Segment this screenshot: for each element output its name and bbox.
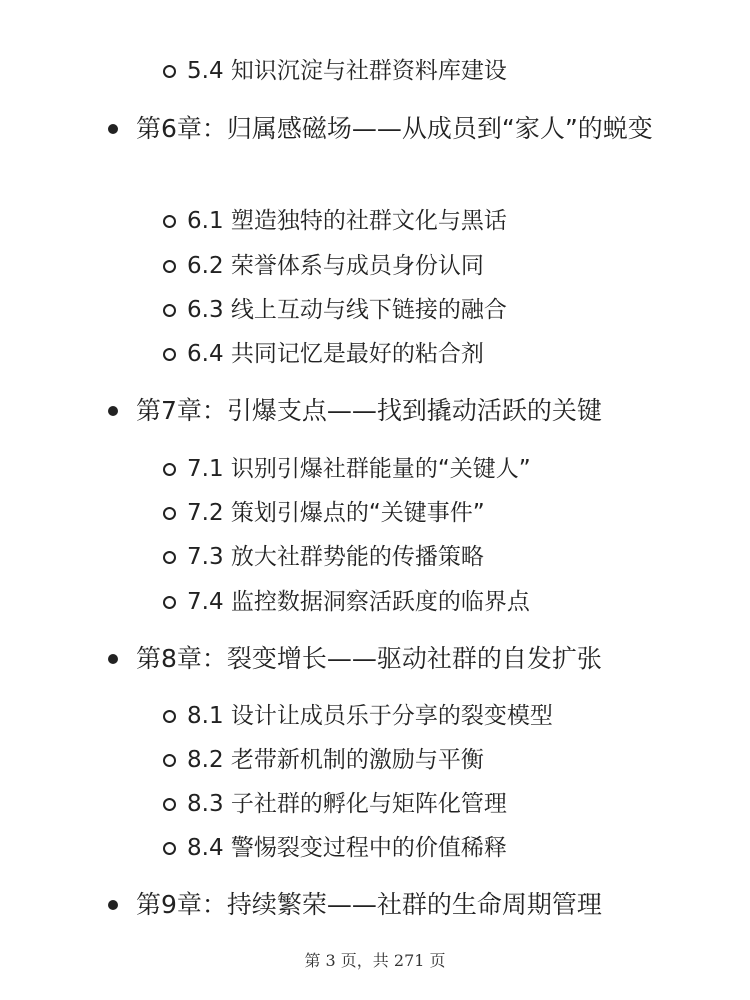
page-number-footer: 第 3 页，共 271 页 xyxy=(304,951,446,970)
filled-bullet-icon xyxy=(108,654,118,664)
hollow-bullet-icon xyxy=(163,65,176,78)
hollow-bullet-icon xyxy=(163,348,176,361)
toc-section-8-4 xyxy=(163,831,703,865)
toc-section-label: 6.1 塑造独特的社群文化与黑话 xyxy=(187,208,507,234)
toc-section-7-2 xyxy=(163,496,703,530)
toc-section-label: 6.4 共同记忆是最好的粘合剂 xyxy=(187,341,484,367)
toc-section-label: 7.3 放大社群势能的传播策略 xyxy=(187,544,484,570)
hollow-bullet-icon xyxy=(163,215,176,228)
toc-section-8-3 xyxy=(163,787,703,821)
toc-section-6-1 xyxy=(163,204,703,238)
hollow-bullet-icon xyxy=(163,842,176,855)
toc-section-8-1 xyxy=(163,699,703,733)
toc-section-7-3 xyxy=(163,540,703,574)
toc-section-label: 8.2 老带新机制的激励与平衡 xyxy=(187,747,484,773)
toc-section-6-2 xyxy=(163,249,703,283)
filled-bullet-icon xyxy=(108,406,118,416)
toc-chapter-label: 第7章：引爆支点——找到撬动活跃的关键 xyxy=(136,396,602,425)
hollow-bullet-icon xyxy=(163,551,176,564)
filled-bullet-icon xyxy=(108,124,118,134)
toc-chapter-6 xyxy=(108,110,698,148)
toc-section-label: 6.3 线上互动与线下链接的融合 xyxy=(187,297,507,323)
toc-section-label: 5.4 知识沉淀与社群资料库建设 xyxy=(187,58,507,84)
hollow-bullet-icon xyxy=(163,596,176,609)
hollow-bullet-icon xyxy=(163,304,176,317)
toc-chapter-7 xyxy=(108,392,698,430)
toc-chapter-9 xyxy=(108,886,698,924)
toc-section-label: 7.4 监控数据洞察活跃度的临界点 xyxy=(187,589,530,615)
toc-chapter-label: 第8章：裂变增长——驱动社群的自发扩张 xyxy=(136,644,602,673)
toc-section-label: 7.2 策划引爆点的“关键事件” xyxy=(187,500,485,526)
toc-section-8-2 xyxy=(163,743,703,777)
hollow-bullet-icon xyxy=(163,710,176,723)
toc-section-6-4 xyxy=(163,337,703,371)
hollow-bullet-icon xyxy=(163,463,176,476)
toc-section-7-4 xyxy=(163,585,703,619)
hollow-bullet-icon xyxy=(163,798,176,811)
toc-section-label: 7.1 识别引爆社群能量的“关键人” xyxy=(187,456,531,482)
toc-section-5-4 xyxy=(163,54,703,88)
hollow-bullet-icon xyxy=(163,507,176,520)
toc-chapter-8 xyxy=(108,640,698,678)
toc-section-7-1 xyxy=(163,452,703,486)
toc-section-label: 8.3 子社群的孵化与矩阵化管理 xyxy=(187,791,507,817)
toc-section-label: 6.2 荣誉体系与成员身份认同 xyxy=(187,253,484,279)
hollow-bullet-icon xyxy=(163,260,176,273)
toc-chapter-label: 第6章：归属感磁场——从成员到“家人”的蜕变 xyxy=(136,114,653,143)
toc-section-label: 8.4 警惕裂变过程中的价值稀释 xyxy=(187,835,507,861)
hollow-bullet-icon xyxy=(163,754,176,767)
filled-bullet-icon xyxy=(108,900,118,910)
toc-section-6-3 xyxy=(163,293,703,327)
toc-section-label: 8.1 设计让成员乐于分享的裂变模型 xyxy=(187,703,553,729)
toc-chapter-label: 第9章：持续繁荣——社群的生命周期管理 xyxy=(136,890,602,919)
